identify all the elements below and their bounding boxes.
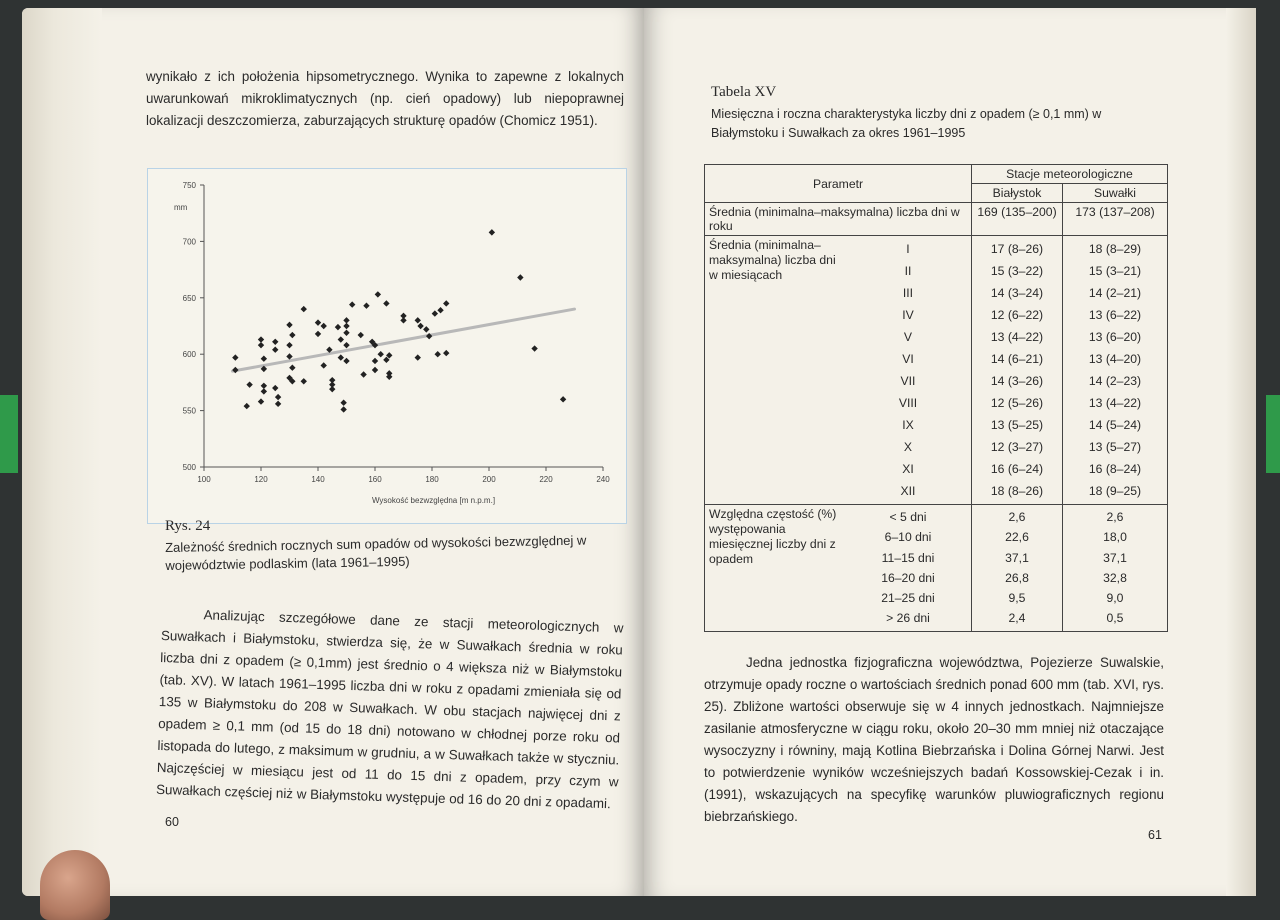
- data-point: [258, 398, 264, 404]
- data-point: [272, 346, 278, 352]
- freq-label: Względna częstość (%) występowania miesięcznej liczby dni z opadem: [709, 507, 837, 566]
- freq-cell-suwalki: 18,0: [1103, 530, 1127, 545]
- table-cell-suwalki: 14 (2–23): [1088, 374, 1142, 388]
- left-page-number: 60: [165, 815, 179, 829]
- freq-class-label: 11–15 dni: [881, 550, 935, 565]
- data-point: [286, 322, 292, 328]
- data-point: [517, 274, 523, 280]
- data-point: [375, 291, 381, 297]
- data-point: [378, 351, 384, 357]
- table-cell-suwalki: 18 (8–29): [1088, 242, 1142, 256]
- data-point: [338, 354, 344, 360]
- x-tick-label: 160: [368, 475, 382, 484]
- data-point: [289, 365, 295, 371]
- month-label: VIII: [898, 396, 918, 410]
- table-cell-bialystok: 15 (3–22): [990, 264, 1044, 278]
- data-point: [343, 330, 349, 336]
- data-point: [286, 353, 292, 359]
- freq-class-label: 6–10 dni: [884, 530, 932, 545]
- stations-header: Stacje meteorologiczne: [972, 165, 1168, 184]
- table-cell-bialystok: 12 (5–26): [990, 396, 1044, 410]
- station-header-suwalki: Suwałki: [1063, 184, 1168, 203]
- data-point: [329, 377, 335, 383]
- data-point: [443, 300, 449, 306]
- table-cell-bialystok: 12 (3–27): [990, 440, 1044, 454]
- data-point: [343, 317, 349, 323]
- data-point: [315, 331, 321, 337]
- annual-value-suwalki: 173 (137–208): [1063, 203, 1168, 236]
- x-tick-label: 240: [596, 475, 610, 484]
- freq-cell-bialystok: 2,6: [1008, 510, 1026, 524]
- data-point: [338, 336, 344, 342]
- data-point: [301, 306, 307, 312]
- left-intro-paragraph: wynikało z ich położenia hipsometrycznego. Wynika to zapewne z lokalnych uwarunkowań mikroklimatycznych (np. cień opadowy) lub niepoprawnej lokalizacji deszczomierza, zaburzających strukturę opadów (Chomicz 1951).: [146, 69, 624, 128]
- annual-value-bialystok: 169 (135–200): [972, 203, 1063, 236]
- data-point: [261, 388, 267, 394]
- month-label: XI: [902, 462, 914, 476]
- data-point: [437, 307, 443, 313]
- data-point: [275, 394, 281, 400]
- table-cell-bialystok: 14 (3–24): [990, 286, 1044, 300]
- table-cell-suwalki: 13 (6–22): [1088, 308, 1142, 322]
- table-cell-bialystok: 13 (4–22): [990, 330, 1044, 344]
- background-tab-left: [0, 395, 18, 473]
- data-point: [435, 351, 441, 357]
- table-cell-suwalki: 14 (2–21): [1088, 286, 1142, 300]
- data-point: [360, 371, 366, 377]
- right-page-number: 61: [1148, 828, 1162, 842]
- table-cell-suwalki: 14 (5–24): [1088, 418, 1142, 432]
- table-subtitle: Miesięczna i roczna charakterystyka liczby dni z opadem (≥ 0,1 mm) w Białymstoku i Suwałkach za okres 1961–1995: [711, 107, 1102, 140]
- freq-class-label: < 5 dni: [889, 510, 927, 524]
- left-body-paragraph: Analizując szczegółowe dane ze stacji meteorologicznych w Suwałkach i Białymstoku, stwierdza się, że w Suwałkach średnia w roku liczba dni z opadem (≥ 0,1mm) jest średnio o 4 większa niż w Białymstoku (tab. XV). W latach 1961–1995 liczba dni w roku z opadami zmieniała się od 135 w Białymstoku do 208 w Suwałkach. W obu stacjach najwięcej dni z opadem ≥ 0,1 mm (od 15 do 18 dni) notowano w chłodnej porze roku od listopada do lutego, z maksimum w grudniu, a w Suwałkach także w styczniu. Najczęściej w miesiącu jest od 11 do 15 dni z opadem, przy czym w Suwałkach częściej niż w Białymstoku występuje od 16 do 20 dni z opadami.: [155, 607, 624, 812]
- freq-class-label: > 26 dni: [886, 611, 930, 626]
- data-point: [246, 381, 252, 387]
- monthly-label: Średnia (minimalna–maksymalna) liczba dni w miesiącach: [709, 238, 836, 282]
- month-label: I: [906, 242, 910, 256]
- freq-cell-bialystok: 26,8: [1005, 570, 1029, 585]
- figure-number: Rys. 24: [165, 518, 211, 534]
- data-point: [560, 396, 566, 402]
- freq-cell-suwalki: 32,8: [1103, 570, 1127, 585]
- table-cell-suwalki: 13 (6–20): [1088, 330, 1142, 344]
- table-cell-bialystok: 17 (8–26): [990, 242, 1044, 256]
- month-label: VI: [902, 352, 914, 366]
- month-label: IV: [902, 308, 914, 322]
- month-label: IX: [902, 418, 914, 432]
- freq-cell-suwalki: 37,1: [1103, 550, 1127, 565]
- data-point: [349, 301, 355, 307]
- table-cell-bialystok: 16 (6–24): [990, 462, 1044, 476]
- data-point: [363, 302, 369, 308]
- y-axis-label: mm: [174, 202, 188, 212]
- table-cell-suwalki: 13 (5–27): [1088, 440, 1142, 454]
- month-label: II: [904, 264, 912, 278]
- months-column: [845, 236, 971, 504]
- month-label: VII: [900, 374, 916, 388]
- data-point: [321, 362, 327, 368]
- data-point: [415, 317, 421, 323]
- freq-cell-suwalki: 9,0: [1106, 591, 1124, 606]
- x-tick-label: 180: [425, 475, 439, 484]
- data-point: [417, 323, 423, 329]
- data-point: [358, 332, 364, 338]
- data-point: [343, 323, 349, 329]
- freq-class-label: 16–20 dni: [881, 570, 935, 585]
- data-point: [301, 378, 307, 384]
- freq-cell-bialystok: 37,1: [1005, 550, 1029, 565]
- data-point: [386, 374, 392, 380]
- thumb: [40, 850, 110, 920]
- freq-cell-bialystok: 9,5: [1008, 591, 1026, 606]
- figure-caption: Zależność średnich rocznych sum opadów od wysokości bezwzględnej w województwie podlaskim (lata 1961–1995): [165, 532, 587, 573]
- data-point: [258, 342, 264, 348]
- scatter-chart: [148, 169, 626, 523]
- suwalki-freq-column: [1063, 505, 1168, 632]
- table-cell-suwalki: 13 (4–22): [1088, 396, 1142, 410]
- param-header: Parametr: [705, 165, 972, 203]
- data-point: [423, 326, 429, 332]
- station-header-bialystok: Białystok: [972, 184, 1063, 203]
- data-point: [531, 345, 537, 351]
- y-tick-label: 700: [182, 237, 196, 247]
- precipitation-days-table: [704, 164, 1168, 632]
- annual-label: Średnia (minimalna–maksymalna) liczba dni w roku: [705, 203, 972, 236]
- freq-row-label-cell: [705, 505, 972, 632]
- right-body-paragraph: Jedna jednostka fizjograficzna województwa, Pojezierze Suwalskie, otrzymuje opady roczne o wartościach średnich ponad 600 mm (tab. XVI, rys. 25). Zbliżone wartości obserwuje się w 4 innych jednostkach. Najmniejsze zasilanie atmosferyczne w ciągu roku, około 20–30 mm mniej niż otaczające wysoczyzny i równiny, mają Kotlina Biebrzańska i Dolina Górnej Narwi. Jest to potwierdzenie wyników wcześniejszych badań Kossowskiej-Cezak i in. (1991), wskazujących na specyfikę warunków pluwiograficznych regionu biebrzańskiego.: [704, 655, 1164, 824]
- data-point: [335, 324, 341, 330]
- table-cell-bialystok: 14 (6–21): [990, 352, 1044, 366]
- data-point: [272, 385, 278, 391]
- data-point: [383, 300, 389, 306]
- data-point: [286, 342, 292, 348]
- y-tick-label: 500: [182, 463, 196, 472]
- data-point: [400, 317, 406, 323]
- y-tick-label: 650: [182, 293, 196, 303]
- data-point: [289, 332, 295, 338]
- data-point: [315, 319, 321, 325]
- month-label: X: [903, 440, 913, 454]
- data-point: [340, 400, 346, 406]
- page-edge-right: [1226, 8, 1256, 896]
- table-cell-suwalki: 13 (4–20): [1088, 352, 1142, 366]
- monthly-row-label-cell: [705, 236, 972, 505]
- x-tick-label: 200: [482, 475, 496, 484]
- page-edge-stack: [22, 8, 102, 896]
- data-point: [443, 350, 449, 356]
- month-label: III: [902, 286, 914, 300]
- freq-cell-suwalki: 2,6: [1106, 510, 1124, 524]
- freq-class-label: 21–25 dni: [881, 591, 935, 606]
- data-point: [275, 401, 281, 407]
- bialystok-freq-column: [972, 505, 1063, 632]
- bialystok-monthly-column: [972, 236, 1063, 505]
- data-point: [372, 367, 378, 373]
- data-point: [343, 358, 349, 364]
- freq-classes-column: [845, 505, 971, 631]
- data-point: [261, 383, 267, 389]
- x-tick-label: 100: [197, 475, 211, 484]
- data-point: [261, 356, 267, 362]
- data-point: [343, 342, 349, 348]
- data-point: [232, 354, 238, 360]
- scatter-figure: [147, 168, 627, 524]
- background-tab-right: [1266, 395, 1280, 473]
- data-point: [340, 406, 346, 412]
- x-axis-label: Wysokość bezwzględna [m n.p.m.]: [371, 496, 496, 505]
- data-point: [272, 339, 278, 345]
- data-point: [415, 354, 421, 360]
- freq-cell-bialystok: 22,6: [1005, 530, 1029, 545]
- table-cell-bialystok: 12 (6–22): [990, 308, 1044, 322]
- table-cell-suwalki: 18 (9–25): [1088, 484, 1142, 498]
- y-tick-label: 600: [182, 350, 196, 360]
- table-cell-bialystok: 18 (8–26): [990, 484, 1044, 498]
- data-point: [244, 403, 250, 409]
- data-point: [432, 310, 438, 316]
- month-label: XII: [900, 484, 916, 498]
- data-point: [489, 229, 495, 235]
- data-point: [321, 323, 327, 329]
- data-point: [372, 358, 378, 364]
- table-cell-bialystok: 13 (5–25): [990, 418, 1044, 432]
- x-tick-label: 120: [254, 475, 268, 484]
- y-tick-label: 750: [182, 181, 196, 190]
- y-tick-label: 550: [182, 406, 196, 416]
- table-cell-bialystok: 14 (3–26): [990, 374, 1044, 388]
- data-point: [329, 386, 335, 392]
- table-cell-suwalki: 16 (8–24): [1088, 462, 1142, 476]
- month-label: V: [903, 330, 913, 344]
- freq-cell-bialystok: 2,4: [1008, 611, 1026, 626]
- data-point: [258, 336, 264, 342]
- table-cell-suwalki: 15 (3–21): [1088, 264, 1142, 278]
- x-tick-label: 220: [539, 475, 553, 484]
- x-tick-label: 140: [311, 475, 325, 484]
- freq-cell-suwalki: 0,5: [1106, 611, 1124, 626]
- table-title: Tabela XV: [711, 84, 777, 100]
- suwalki-monthly-column: [1063, 236, 1168, 505]
